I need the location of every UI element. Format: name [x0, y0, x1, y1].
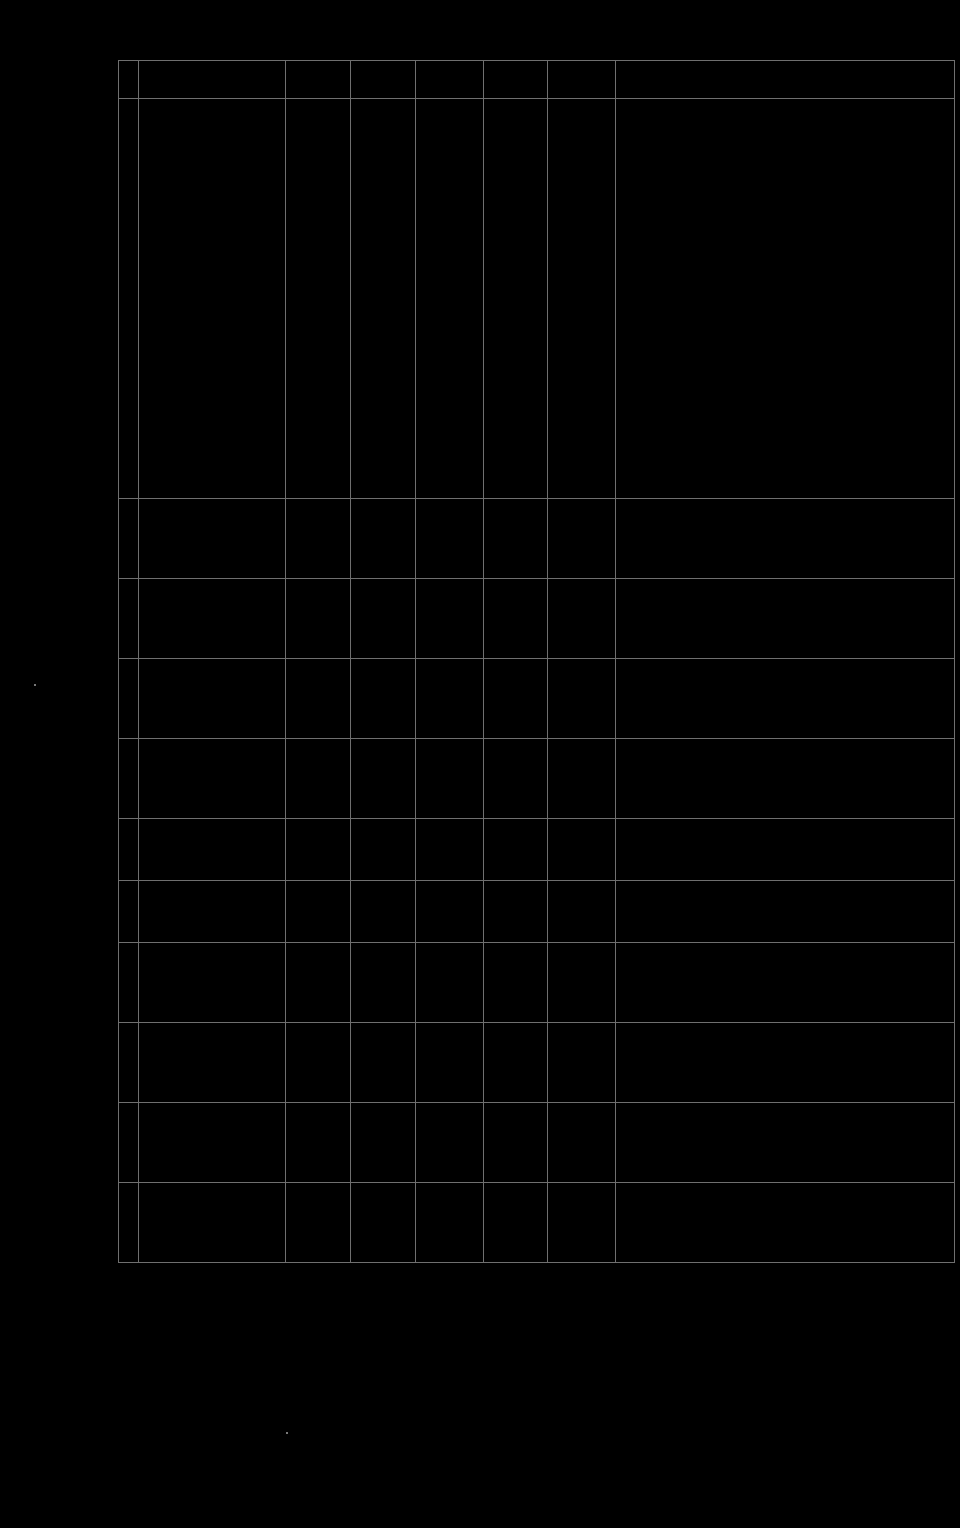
cell-rest	[548, 943, 616, 1023]
cell-done	[484, 739, 548, 819]
cell-lp	[119, 1103, 139, 1183]
cell-lp	[119, 739, 139, 819]
cell-end	[351, 943, 416, 1023]
cell-note	[616, 1183, 955, 1263]
cell-task	[139, 99, 286, 499]
cell-end	[351, 1183, 416, 1263]
cell-note	[616, 99, 955, 499]
cell-end	[351, 61, 416, 99]
cell-task	[139, 819, 286, 881]
cell-task	[139, 943, 286, 1023]
cell-note	[616, 943, 955, 1023]
cell-lp	[119, 61, 139, 99]
cell-done	[484, 1023, 548, 1103]
cell-note	[616, 1103, 955, 1183]
cell-end	[351, 99, 416, 499]
cell-end	[351, 499, 416, 579]
investment-table	[118, 60, 955, 1263]
cell-plan	[416, 61, 484, 99]
cell-note	[616, 881, 955, 943]
cell-plan	[416, 99, 484, 499]
table-row	[119, 659, 955, 739]
cell-rest	[548, 819, 616, 881]
table-row	[119, 99, 955, 499]
cell-done	[484, 499, 548, 579]
cell-done	[484, 1183, 548, 1263]
cell-start	[286, 579, 351, 659]
cell-start	[286, 819, 351, 881]
cell-plan	[416, 499, 484, 579]
cell-start	[286, 61, 351, 99]
cell-rest	[548, 881, 616, 943]
cell-task	[139, 61, 286, 99]
report-sheet	[118, 60, 954, 1263]
cell-note	[616, 1023, 955, 1103]
table-row	[119, 579, 955, 659]
cell-start	[286, 943, 351, 1023]
cell-start	[286, 499, 351, 579]
stray-mark	[34, 684, 36, 686]
cell-done	[484, 943, 548, 1023]
cell-note	[616, 579, 955, 659]
cell-note	[616, 739, 955, 819]
stray-mark	[286, 1432, 288, 1434]
cell-lp	[119, 1183, 139, 1263]
cell-lp	[119, 943, 139, 1023]
cell-plan	[416, 1023, 484, 1103]
cell-rest	[548, 99, 616, 499]
cell-end	[351, 819, 416, 881]
cell-done	[484, 1103, 548, 1183]
cell-plan	[416, 1183, 484, 1263]
cell-note	[616, 61, 955, 99]
cell-rest	[548, 1103, 616, 1183]
cell-start	[286, 881, 351, 943]
cell-plan	[416, 819, 484, 881]
cell-task	[139, 499, 286, 579]
cell-rest	[548, 61, 616, 99]
table-row	[119, 1183, 955, 1263]
cell-end	[351, 659, 416, 739]
cell-end	[351, 881, 416, 943]
cell-plan	[416, 881, 484, 943]
cell-done	[484, 61, 548, 99]
cell-start	[286, 1103, 351, 1183]
cell-done	[484, 659, 548, 739]
table-row	[119, 1103, 955, 1183]
table-row	[119, 881, 955, 943]
cell-note	[616, 499, 955, 579]
cell-task	[139, 579, 286, 659]
cell-done	[484, 819, 548, 881]
cell-lp	[119, 819, 139, 881]
cell-lp	[119, 499, 139, 579]
cell-done	[484, 99, 548, 499]
cell-rest	[548, 659, 616, 739]
table-row	[119, 943, 955, 1023]
table-row	[119, 61, 955, 99]
cell-plan	[416, 739, 484, 819]
cell-lp	[119, 881, 139, 943]
cell-rest	[548, 499, 616, 579]
cell-note	[616, 659, 955, 739]
cell-lp	[119, 579, 139, 659]
cell-task	[139, 739, 286, 819]
cell-end	[351, 1103, 416, 1183]
cell-start	[286, 659, 351, 739]
cell-plan	[416, 943, 484, 1023]
cell-plan	[416, 579, 484, 659]
cell-task	[139, 1023, 286, 1103]
cell-rest	[548, 739, 616, 819]
table-row	[119, 1023, 955, 1103]
table-row	[119, 499, 955, 579]
cell-lp	[119, 659, 139, 739]
cell-end	[351, 579, 416, 659]
cell-end	[351, 1023, 416, 1103]
cell-rest	[548, 1023, 616, 1103]
cell-done	[484, 579, 548, 659]
cell-start	[286, 99, 351, 499]
cell-done	[484, 881, 548, 943]
cell-lp	[119, 99, 139, 499]
cell-lp	[119, 1023, 139, 1103]
cell-end	[351, 739, 416, 819]
table-row	[119, 739, 955, 819]
cell-plan	[416, 1103, 484, 1183]
cell-start	[286, 1023, 351, 1103]
table-row	[119, 819, 955, 881]
cell-start	[286, 739, 351, 819]
cell-rest	[548, 1183, 616, 1263]
cell-task	[139, 1183, 286, 1263]
cell-rest	[548, 579, 616, 659]
cell-start	[286, 1183, 351, 1263]
cell-task	[139, 659, 286, 739]
cell-task	[139, 1103, 286, 1183]
cell-task	[139, 881, 286, 943]
cell-plan	[416, 659, 484, 739]
cell-note	[616, 819, 955, 881]
